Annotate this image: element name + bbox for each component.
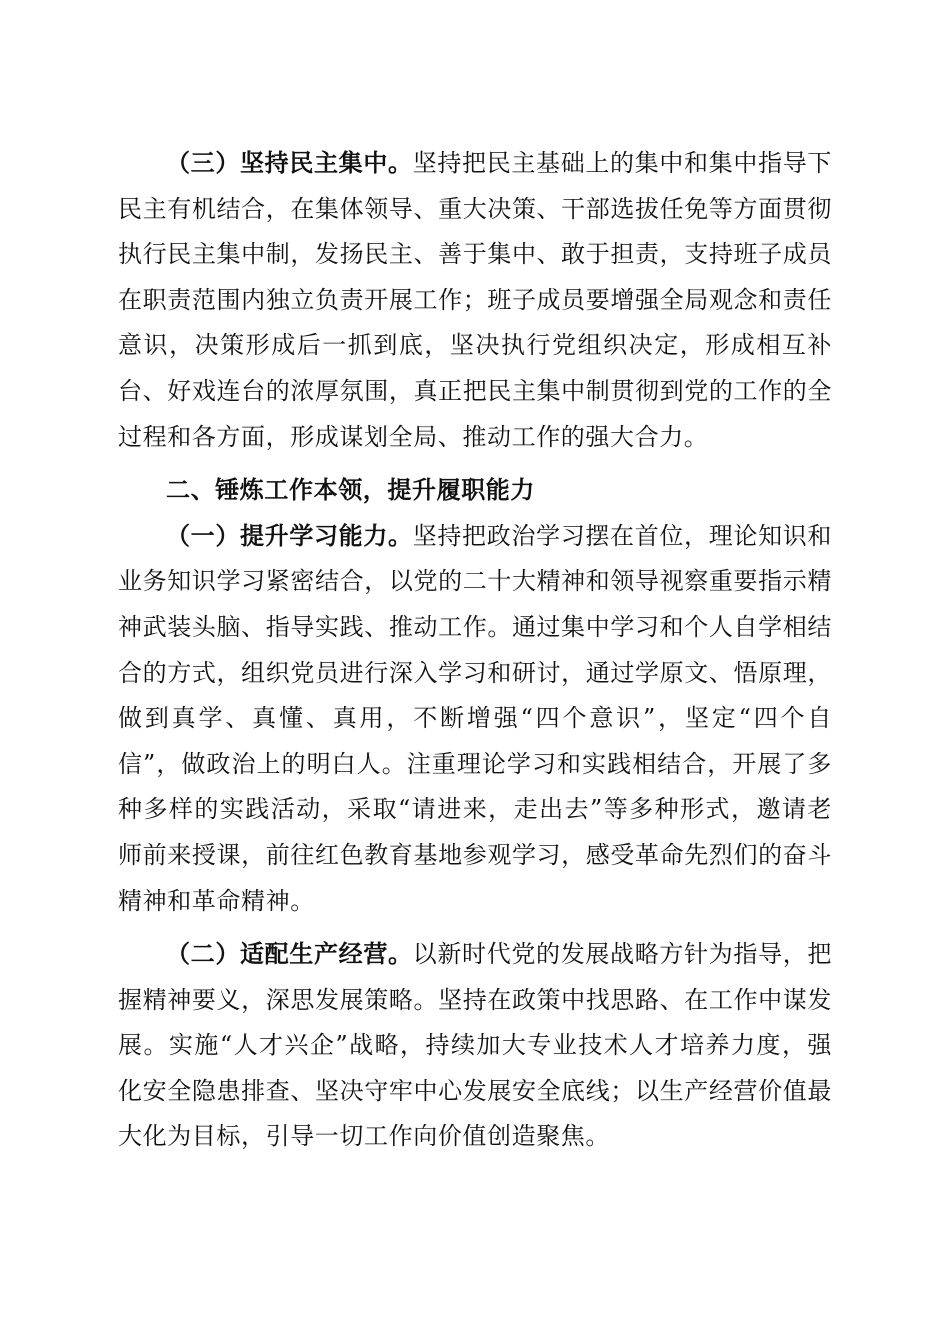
paragraph-lead: （三）坚持民主集中。 [166,149,413,177]
paragraph-lead: （二）适配生产经营。 [166,940,413,969]
paragraph-text: 坚持把民主基础上的集中和集中指导下民主有机结合，在集体领导、重大决策、干部选拔任免等方面贯彻执行民主集中制，发扬民主、善于集中、敢于担责，支持班子成员在职责范围内独立负责开展工作；班子成员要增强全局观念和责任意识，决策形成后一抓到底，坚决执行党组织决定，形成相互补台、好戏连台的浓厚氛围，真正把民主集中制贯彻到党的工作的全过程和各方面，形成谋划全局、推动工作的强大合力。 [118,149,833,451]
paragraph-text: 以新时代党的发展战略方针为指导，把握精神要义，深思发展策略。坚持在政策中找思路、在工作中谋发展。实施“人才兴企”战略，持续加大专业技术人才培养力度，强化安全隐患排查、坚决守牢中心发展安全底线；以生产经营价值最大化为目标，引导一切工作向价值创造聚焦。 [118,940,833,1151]
paragraph-lead: （一）提升学习能力。 [166,521,413,550]
paragraph-production-operation [118,932,832,1160]
paragraph-learning-ability [118,514,832,924]
paragraph-text: 坚持把政治学习摆在首位，理论知识和业务知识学习紧密结合，以党的二十大精神和领导视察重要指示精神武装头脑、指导实践、推动工作。通过集中学习和个人自学相结合的方式，组织党员进行深入学习和研讨，通过学原文、悟原理，做到真学、真懂、真用，不断增强“四个意识”，坚定“四个自信”，做政治上的明白人。注重理论学习和实践相结合，开展了多种多样的实践活动，采取“请进来，走出去”等多种形式，邀请老师前来授课，前往红色教育基地参观学习，感受革命先烈们的奋斗精神和革命精神。 [118,521,833,915]
paragraph-democratic-centralism [118,141,832,460]
section-heading: 二、锤炼工作本领，提升履职能力 [166,476,535,505]
document-body [118,141,832,1160]
